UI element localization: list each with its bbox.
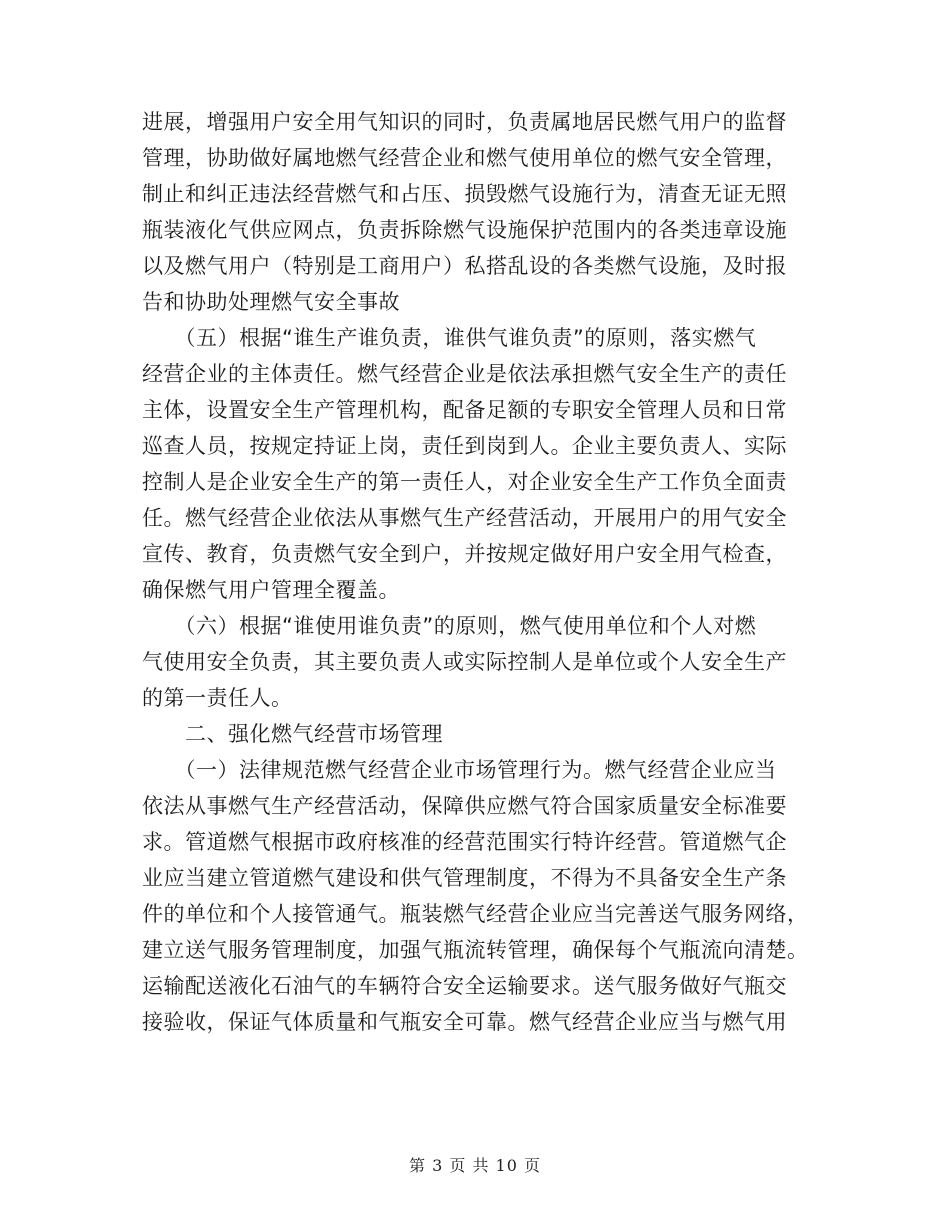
page-number-footer: 第 3 页 共 10 页 xyxy=(409,1156,541,1175)
text-line: （五）根据“谁生产谁负责，谁供气谁负责”的原则，落实燃气 xyxy=(142,326,757,350)
text-line: 控制人是企业安全生产的第一责任人，对企业安全生产工作负全面责 xyxy=(142,470,787,494)
text-line: 业应当建立管道燃气建设和供气管理制度，不得为不具备安全生产条 xyxy=(142,866,787,890)
text-line: （一）法律规范燃气经营企业市场管理行为。燃气经营企业应当 xyxy=(142,758,777,782)
text-line: 建立送气服务管理制度，加强气瓶流转管理，确保每个气瓶流向清楚。 xyxy=(142,938,809,962)
section-heading: 二、强化燃气经营市场管理 xyxy=(142,722,443,746)
text-line: 进展，增强用户安全用气知识的同时，负责属地居民燃气用户的监督 xyxy=(142,110,787,134)
text-line: 求。管道燃气根据市政府核准的经营范围实行特许经营。管道燃气企 xyxy=(142,830,787,854)
text-line: 宣传、教育，负责燃气安全到户，并按规定做好用户安全用气检查， xyxy=(142,542,787,566)
text-line: 告和协助处理燃气安全事故 xyxy=(142,290,400,314)
text-line: 制止和纠正违法经营燃气和占压、损毁燃气设施行为，清查无证无照 xyxy=(142,182,787,206)
text-line: 瓶装液化气供应网点，负责拆除燃气设施保护范围内的各类违章设施 xyxy=(142,218,787,242)
text-line: 确保燃气用户管理全覆盖。 xyxy=(142,578,400,602)
text-line: 气使用安全负责，其主要负责人或实际控制人是单位或个人安全生产 xyxy=(142,650,787,674)
text-line: 接验收，保证气体质量和气瓶安全可靠。燃气经营企业应当与燃气用 xyxy=(142,1010,787,1034)
text-line: 巡查人员，按规定持证上岗，责任到岗到人。企业主要负责人、实际 xyxy=(142,434,787,458)
text-line: 经营企业的主体责任。燃气经营企业是依法承担燃气安全生产的责任 xyxy=(142,362,787,386)
text-line: 的第一责任人。 xyxy=(142,686,293,710)
text-line: 运输配送液化石油气的车辆符合安全运输要求。送气服务做好气瓶交 xyxy=(142,974,787,998)
document-body xyxy=(142,104,814,1040)
text-line: 主体，设置安全生产管理机构，配备足额的专职安全管理人员和日常 xyxy=(142,398,787,422)
text-line: 依法从事燃气生产经营活动，保障供应燃气符合国家质量安全标准要 xyxy=(142,794,787,818)
text-line: 管理，协助做好属地燃气经营企业和燃气使用单位的燃气安全管理， xyxy=(142,146,787,170)
text-line: （六）根据“谁使用谁负责”的原则，燃气使用单位和个人对燃 xyxy=(142,614,757,638)
text-line: 件的单位和个人接管通气。瓶装燃气经营企业应当完善送气服务网络， xyxy=(142,902,809,926)
text-line: 任。燃气经营企业依法从事燃气生产经营活动，开展用户的用气安全 xyxy=(142,506,787,530)
text-line: 以及燃气用户（特别是工商用户）私搭乱设的各类燃气设施，及时报 xyxy=(142,254,787,278)
